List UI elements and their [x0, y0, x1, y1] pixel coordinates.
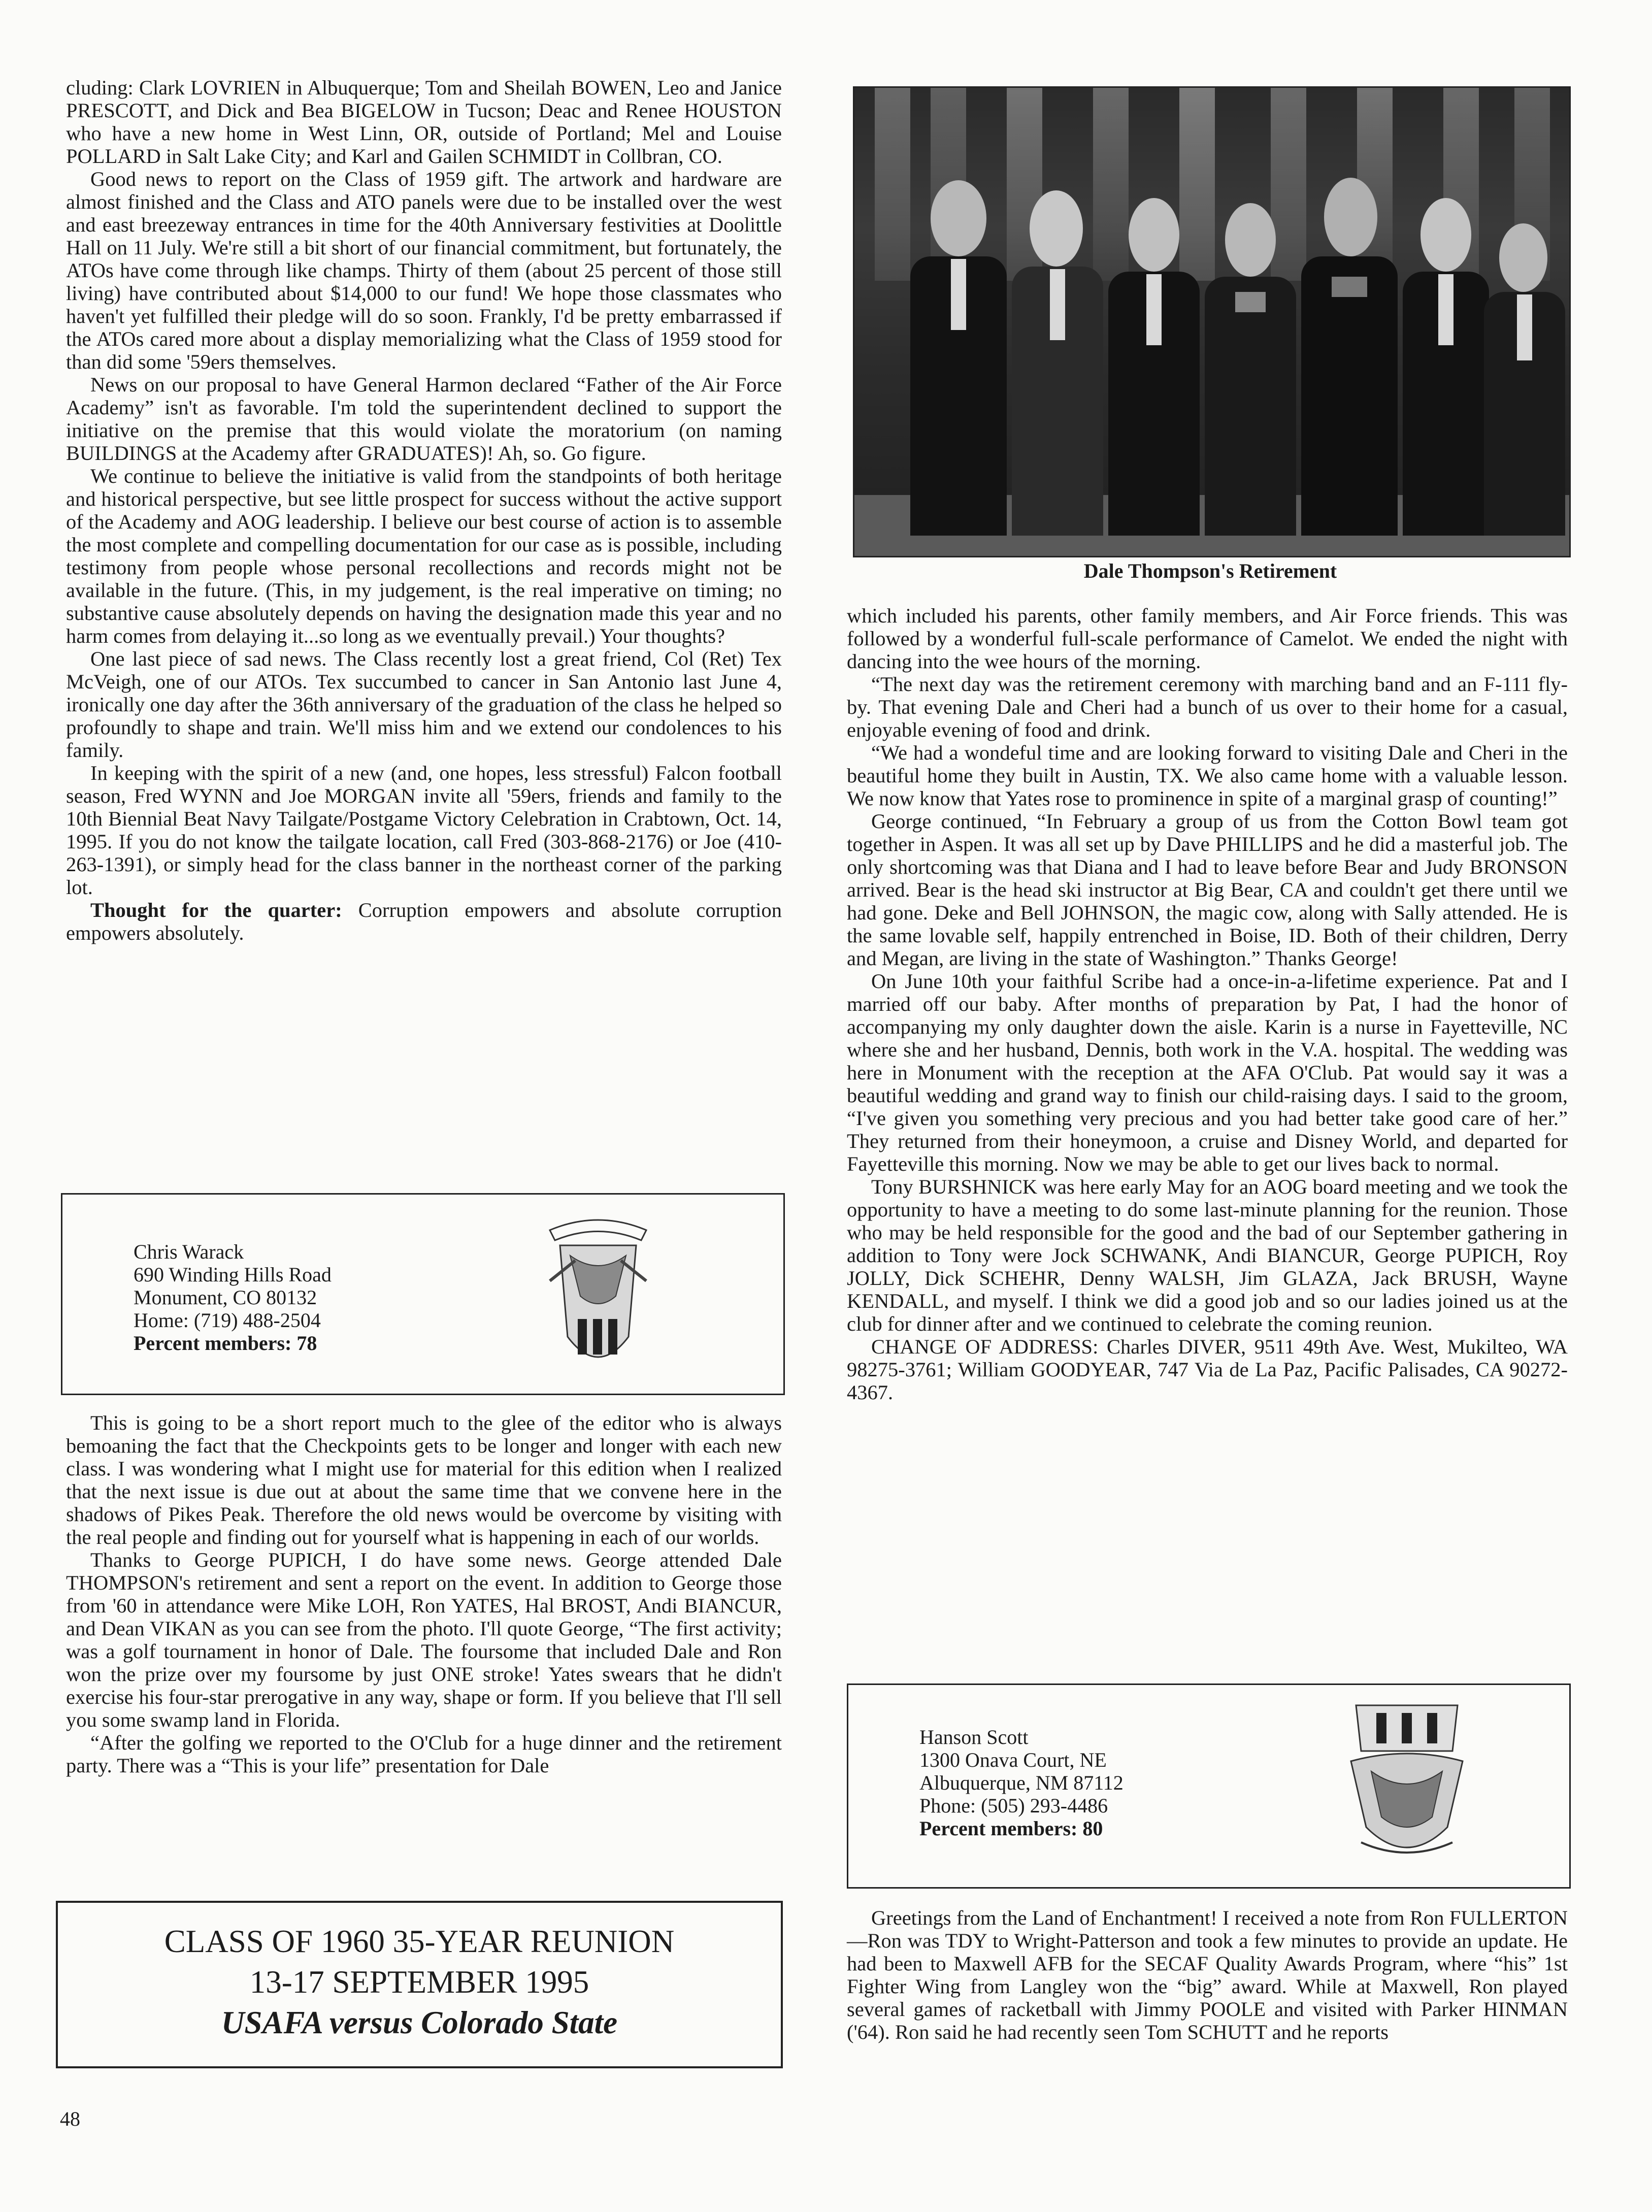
paragraph: Thanks to George PUPICH, I do have some news. George attended Dale THOMPSON's retirement and sent a report on the event. In addition to George those from '60 in attendance were Mike LOH, Ron YATES, Hal BROST, Andi BIANCUR, and Dean VIKAN as you can see from the photo. I'll quote George, “The first activity; was a golf tournament in honor of Dale. The foursome that included Dale and Ron won the prize over my foursome by just ONE stroke! Yates swears that he didn't exercise his four-star prerogative in any way, shape or form. If you believe that I'll sell you some swamp land in Florida.: [66, 1548, 782, 1731]
person: [1403, 185, 1489, 536]
person: [1205, 190, 1296, 536]
paragraph: Good news to report on the Class of 1959 gift. The artwork and hardware are almost finished and the Class and ATO panels were due to be installed over the west and east breezeway entrances in time for the 40th Anniversary festivities at Doolittle Hall on 11 July. We're still a bit short of our financial commitment, but fortunately, the ATOs have come through like champs. Thirty of them (about 25 percent of those still living) have contributed about $14,000 to our fund! We hope those classmates who haven't yet fulfilled their pledge will do so soon. Frankly, I'd be pretty embarrassed if the ATOs cared more about a display memorializing what the Class of 1959 stood for than did some '59ers themselves.: [66, 168, 782, 373]
paragraph: cluding: Clark LOVRIEN in Albuquerque; Tom and Sheilah BOWEN, Leo and Janice PRESCOTT, and Dick and Bea BIGELOW in Tucson; Deac and Renee HOUSTON who have a new home in West Linn, OR, outside of Portland; Mel and Louise POLLARD in Salt Lake City; and Karl and Gailen SCHMIDT in Collbran, CO.: [66, 76, 782, 168]
paragraph: Greetings from the Land of Enchantment! I received a note from Ron FULLERTON—Ron was TDY to Wright-Patterson and took a few minutes to provide an update. He had been to Maxwell AFB for the SECAF Quality Awards Program, where “his” 1st Fighter Wing from Langley won the “big” award. While at Maxwell, Ron played several games of racketball with Jimmy POOLE and visited with Parker HINMAN ('64). Ron said he had recently seen Tom SCHUTT and he reports: [847, 1906, 1568, 2043]
scribe-phone: Home: (719) 488-2504: [134, 1309, 321, 1332]
paragraph: “After the golfing we reported to the O'Club for a huge dinner and the retirement party. There was a “This is your life” presentation for Dale: [66, 1731, 782, 1777]
scribe-street: 690 Winding Hills Road: [134, 1263, 332, 1286]
paragraph: “We had a wondeful time and are looking forward to visiting Dale and Cheri in the beautiful home they built in Austin, TX. We also came home with a valuable lesson. We now know that Yates rose to prominence in spite of a marginal grasp of counting!”: [847, 741, 1568, 810]
paragraph: This is going to be a short report much to the glee of the editor who is always bemoaning the fact that the Checkpoints gets to be longer and longer with each new class. I was wondering what I might use for material for this edition when I realized that the next issue is due out at about the same time that we convene here in the shadows of Pikes Peak. Therefore the old news would be overcome by visiting with the real people and finding out for yourself what is happening in each of our worlds.: [66, 1411, 782, 1548]
left-column-middle: [66, 1411, 782, 1777]
reunion-title: CLASS OF 1960 35-YEAR REUNION: [164, 1924, 675, 1959]
reunion-game: USAFA versus Colorado State: [221, 2005, 618, 2040]
reunion-announcement: [56, 1901, 783, 2068]
reunion-dates: 13-17 SEPTEMBER 1995: [249, 1964, 589, 2000]
thought-text: Corruption empowers and absolute corruption empowers absolutely.: [66, 899, 782, 944]
right-column-bottom: [847, 1906, 1568, 2043]
paragraph: On June 10th your faithful Scribe had a once-in-a-lifetime experience. Pat and I married off our baby. After months of preparation by Pat, I had the honor of accompanying my only daughter down the aisle. Karin is a nurse in Fayetteville, NC where she and her husband, Dennis, both work in the V.A. hospital. The wedding was here in Monument with the reception at the AFA O'Club. Pat would say it was a beautiful wedding and grand way to finish our child-raising days. I said to the groom, “I've given you something very precious and you had better take good care of her.” They returned from their honeymoon, a cruise and Disney World, and departed for Fayetteville this morning. Now we may be able to get our lives back to normal.: [847, 970, 1568, 1175]
percent-members: Percent members: 78: [134, 1332, 317, 1355]
paragraph: One last piece of sad news. The Class recently lost a great friend, Col (Ret) Tex McVeigh, one of our ATOs. Tex succumbed to cancer in San Antonio last June 4, ironically one day after the 36th anniversary of the graduation of the class he helped so profoundly to shape and train. We'll miss him and we extend our condolences to his family.: [66, 647, 782, 762]
person: [1484, 211, 1565, 536]
paragraph: “The next day was the retirement ceremony with marching band and an F-111 fly-by. That evening Dale and Cheri had a bunch of us over to their home for a casual, enjoyable evening of food and drink.: [847, 673, 1568, 741]
scribe-street: 1300 Onava Court, NE: [919, 1748, 1107, 1771]
flag: [875, 88, 910, 281]
scribe-city: Albuquerque, NM 87112: [919, 1771, 1124, 1794]
page-number: 48: [60, 2107, 80, 2130]
class-crest-icon: [1341, 1695, 1473, 1873]
paragraph: CHANGE OF ADDRESS: Charles DIVER, 9511 49th Ave. West, Mukilteo, WA 98275-3761; William GOODYEAR, 747 Via de La Paz, Pacific Palisades, CA 90272-4367.: [847, 1335, 1568, 1404]
person: [1012, 180, 1103, 536]
person: [1301, 170, 1398, 536]
thought-paragraph: [66, 899, 782, 944]
class-scribe-box-scott: [847, 1683, 1571, 1889]
scribe-city: Monument, CO 80132: [134, 1286, 317, 1309]
paragraph: In keeping with the spirit of a new (and, one hopes, less stressful) Falcon football season, Fred WYNN and Joe MORGAN invite all '59ers, friends and family to the 10th Biennial Beat Navy Tailgate/Postgame Victory Celebration in Crabtown, Oct. 14, 1995. If you do not know the tailgate location, call Fred (303-868-2176) or Joe (410-263-1391), or simply head for the class banner in the northeast corner of the parking lot.: [66, 762, 782, 899]
address-block: [134, 1240, 332, 1355]
paragraph: We continue to believe the initiative is valid from the standpoints of both heritage and historical perspective, but see little prospect for success without the active support of the Academy and AOG leadership. I believe our best course of action is to assemble the most complete and compelling documentation for our case as is possible, including testimony from people whose personal recollections and records might not be available in the future. (This, in my judgement, is the real imperative on timing; no substantive cause absolutely depends on having the designation made this year and no harm comes from delaying it...so long as we eventually prevail.) Your thoughts?: [66, 465, 782, 647]
left-column-top: [66, 76, 782, 944]
paragraph: George continued, “In February a group of us from the Cotton Bowl team got together in Aspen. It was all set up by Dave PHILLIPS and he did a masterful job. The only shortcoming was that Diana and I had to leave before Bear and Judy BRONSON arrived. Bear is the head ski instructor at Big Bear, CA and couldn't get there until we had gone. Deke and Bell JOHNSON, the magic cow, along with Sally attended. He is the same lovable self, happily entrenched in Boise, ID. Both of their children, Derry and Megan, are living in the state of Washington.” Thanks George!: [847, 810, 1568, 970]
class-crest-icon: [540, 1210, 656, 1382]
paragraph: which included his parents, other family members, and Air Force friends. This was followed by a wonderful full-scale performance of Camelot. We ended the night with dancing into the wee hours of the morning.: [847, 604, 1568, 673]
right-column-top: [847, 604, 1568, 1404]
address-block: [919, 1726, 1124, 1840]
thought-label: Thought for the quarter:: [90, 899, 342, 921]
person: [1108, 185, 1200, 536]
person: [910, 170, 1007, 536]
paragraph: News on our proposal to have General Harmon declared “Father of the Air Force Academy” isn't as favorable. I'm told the superintendent declined to support the initiative on the premise that this would violate the moratorium (on naming BUILDINGS at the Academy after GRADUATES)! Ah, so. Go figure.: [66, 373, 782, 465]
retirement-photo: [853, 86, 1571, 557]
scribe-name: Hanson Scott: [919, 1726, 1029, 1748]
paragraph: Tony BURSHNICK was here early May for an AOG board meeting and we took the opportunity to have a meeting to do some last-minute planning for the reunion. Those who may be held responsible for the good and the bad of our September gathering in addition to Tony were Jock SCHWANK, Andi BIANCUR, George PUPICH, Roy JOLLY, Dick SCHEHR, Denny WALSH, Jim GLAZA, Jack BRUSH, Wayne KENDALL, and myself. I think we did a good job and so our ladies joined us at the club for dinner after and we continued to celebrate the coming reunion.: [847, 1175, 1568, 1335]
percent-members: Percent members: 80: [919, 1817, 1103, 1840]
photo-caption: Dale Thompson's Retirement: [1083, 559, 1337, 582]
scribe-phone: Phone: (505) 293-4486: [919, 1794, 1108, 1817]
scribe-name: Chris Warack: [134, 1240, 244, 1263]
class-scribe-box-warack: [61, 1193, 785, 1395]
